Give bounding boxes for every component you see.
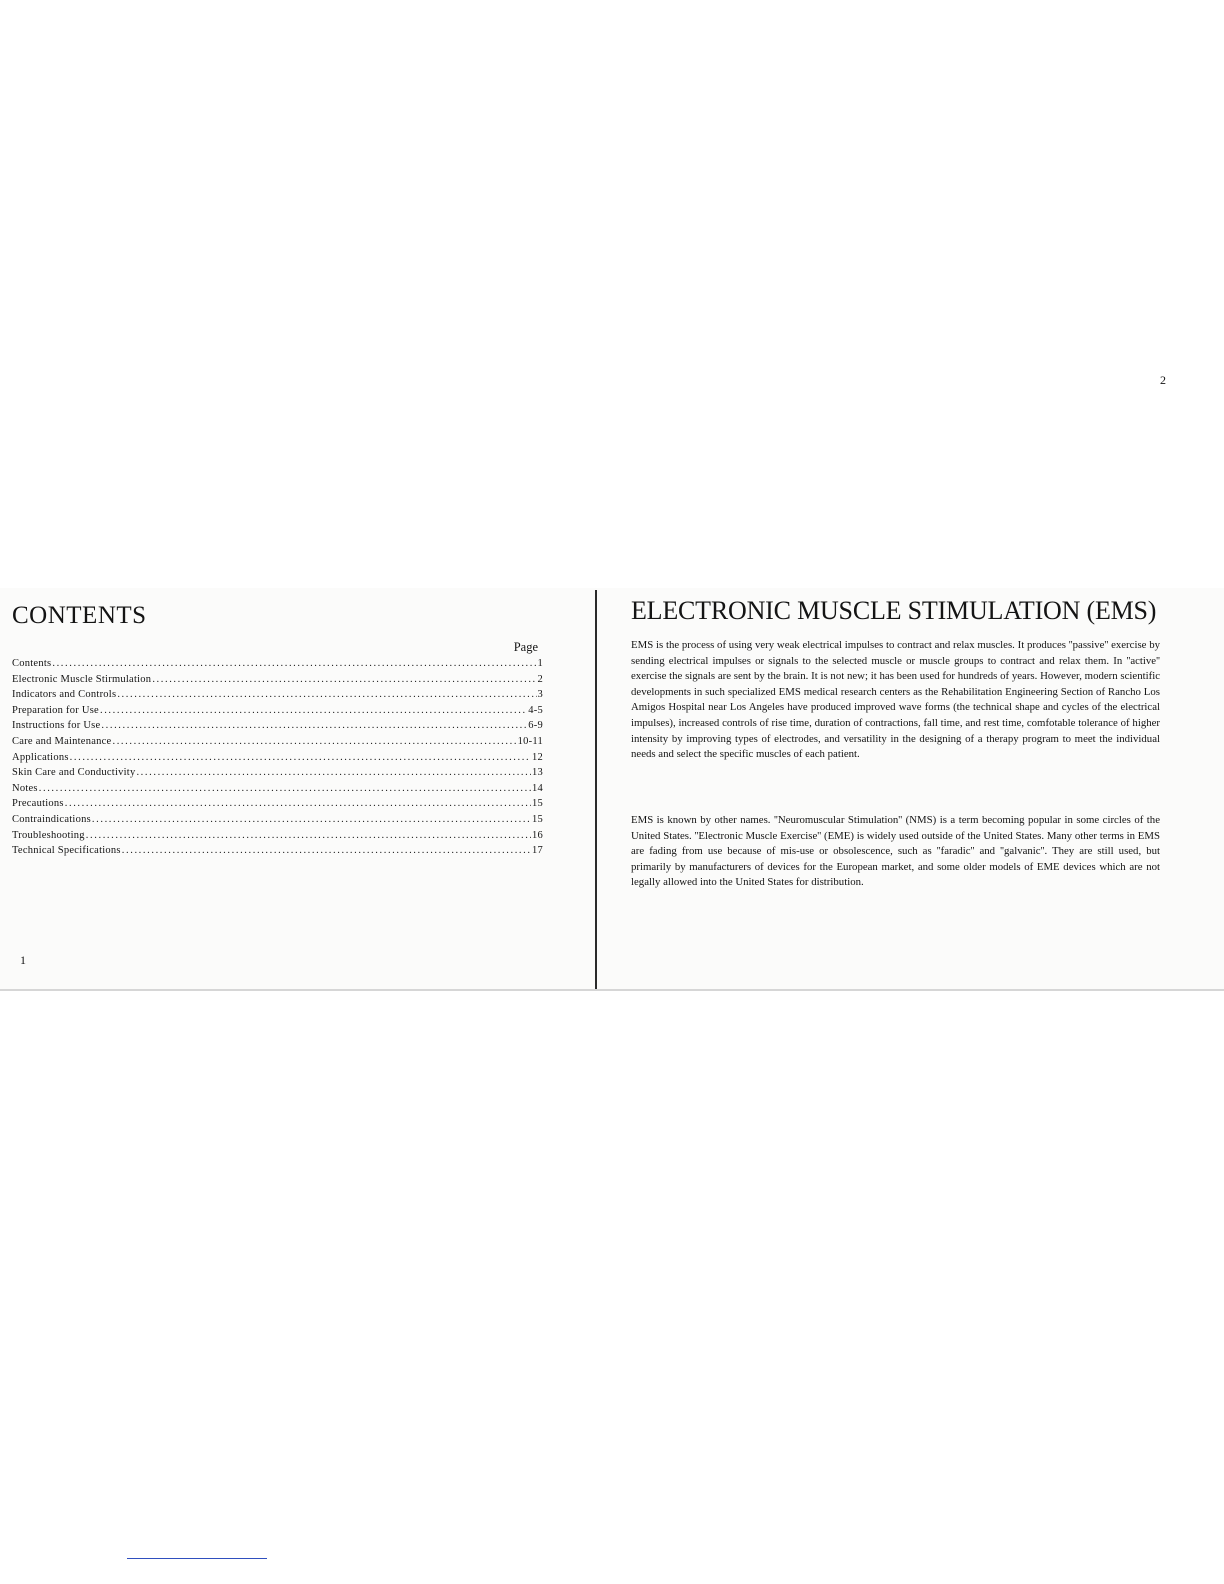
toc-entry-page: 17 bbox=[532, 845, 543, 857]
toc-entry-page: 1 bbox=[537, 658, 543, 669]
toc-entry-page: 6-9 bbox=[528, 720, 543, 732]
contents-title: CONTENTS bbox=[12, 602, 147, 629]
toc-entry-page: 2 bbox=[537, 673, 543, 685]
toc-entry bbox=[12, 736, 543, 752]
toc-entry-label: Indicators and Controls bbox=[12, 689, 117, 701]
table-of-contents bbox=[12, 658, 543, 861]
toc-entry-label: Precautions bbox=[12, 798, 64, 810]
dot-leader bbox=[65, 798, 531, 809]
toc-entry bbox=[12, 689, 543, 705]
toc-entry bbox=[12, 658, 543, 674]
toc-entry-label: Contents bbox=[12, 658, 52, 669]
toc-entry-label: Electronic Muscle Stirmulation bbox=[12, 673, 152, 685]
dot-leader bbox=[52, 658, 536, 669]
toc-entry bbox=[12, 845, 543, 861]
body-paragraph: EMS is known by other names. ''Neuromuscular Stimulation'' (NMS) is a term becoming popular in some circles of the United States. ''Electronic Muscle Exercise'' (EME) is widely used outside of the United States. Many other terms in EMS are fading from use because of mis-use or obsolescence, such as ''faradic'' and ''galvanic''. They are still used, but primarily by manufacturers of devices for the European market, and some older models of EME devices which are not legally allowed into the United States for distribution. bbox=[631, 814, 1160, 889]
toc-entry-page: 16 bbox=[532, 829, 543, 841]
dot-leader bbox=[122, 845, 531, 856]
dot-leader bbox=[152, 674, 536, 685]
toc-entry-label: Troubleshooting bbox=[12, 829, 85, 841]
booklet-spread bbox=[0, 588, 1224, 991]
toc-entry bbox=[12, 830, 543, 846]
ems-title: ELECTRONIC MUSCLE STIMULATION (EMS) bbox=[631, 596, 1157, 625]
toc-entry bbox=[12, 674, 543, 690]
dot-leader bbox=[101, 720, 527, 731]
page-edge bbox=[0, 989, 1224, 991]
dot-leader bbox=[100, 705, 527, 716]
toc-entry-page: 13 bbox=[532, 767, 543, 779]
toc-entry bbox=[12, 814, 543, 830]
dot-leader bbox=[112, 736, 516, 747]
toc-entry-page: 15 bbox=[532, 798, 543, 810]
toc-entry-label: Applications bbox=[12, 751, 69, 763]
dot-leader bbox=[86, 830, 531, 841]
gutter-divider bbox=[595, 590, 597, 989]
toc-entry bbox=[12, 720, 543, 736]
page-number-right: 2 bbox=[1160, 373, 1166, 387]
toc-entry-page: 3 bbox=[537, 689, 543, 701]
toc-entry bbox=[12, 705, 543, 721]
body-paragraph: EMS is the process of using very weak electrical impulses to contract and relax muscles. It produces ''passive'' exercise by sending electrical impulses or signals to the selected muscle or muscle groups to contract and relax them. In ''active'' exercise the signals are sent by the brain. It is not new; it has been used for hundreds of years. However, modern scientific developments in such specialized EMS medical research centers as the Rehabilitation Engineering Section of Rancho Los Amigos Hospital near Los Angeles have produced improved wave forms (the technical shape and cycles of the electrical impulses), increased controls of rise time, duration of contractions, fall time, and rest time, comfotable tolerance of higher intensity by improving types of electrodes, and versatility in the designing of a therapy program to meet the individual needs and select the specific muscles of each patient. bbox=[631, 639, 1160, 761]
toc-entry-label: Contraindications bbox=[12, 813, 91, 825]
ems-page bbox=[631, 588, 1161, 988]
toc-entry-page: 4-5 bbox=[528, 704, 543, 716]
contents-page bbox=[12, 588, 542, 988]
dot-leader bbox=[70, 752, 531, 763]
dot-leader bbox=[39, 783, 531, 794]
page-column-header: Page bbox=[513, 640, 538, 654]
toc-entry-page: 10-11 bbox=[517, 735, 543, 747]
dot-leader bbox=[92, 814, 531, 825]
toc-entry bbox=[12, 767, 543, 783]
toc-entry-label: Instructions for Use bbox=[12, 720, 101, 732]
underline-mark bbox=[127, 1558, 267, 1559]
toc-entry-page: 12 bbox=[532, 751, 543, 763]
toc-entry bbox=[12, 783, 543, 799]
toc-entry bbox=[12, 798, 543, 814]
toc-entry-label: Technical Specifications bbox=[12, 845, 121, 857]
toc-entry-label: Notes bbox=[12, 782, 38, 794]
toc-entry-page: 14 bbox=[532, 782, 543, 794]
toc-entry-label: Skin Care and Conductivity bbox=[12, 767, 136, 779]
dot-leader bbox=[136, 767, 531, 778]
toc-entry bbox=[12, 752, 543, 768]
toc-entry-label: Preparation for Use bbox=[12, 704, 99, 716]
toc-entry-page: 15 bbox=[532, 813, 543, 825]
page-number-left: 1 bbox=[20, 953, 26, 967]
toc-entry-label: Care and Maintenance bbox=[12, 735, 112, 747]
dot-leader bbox=[117, 689, 536, 700]
